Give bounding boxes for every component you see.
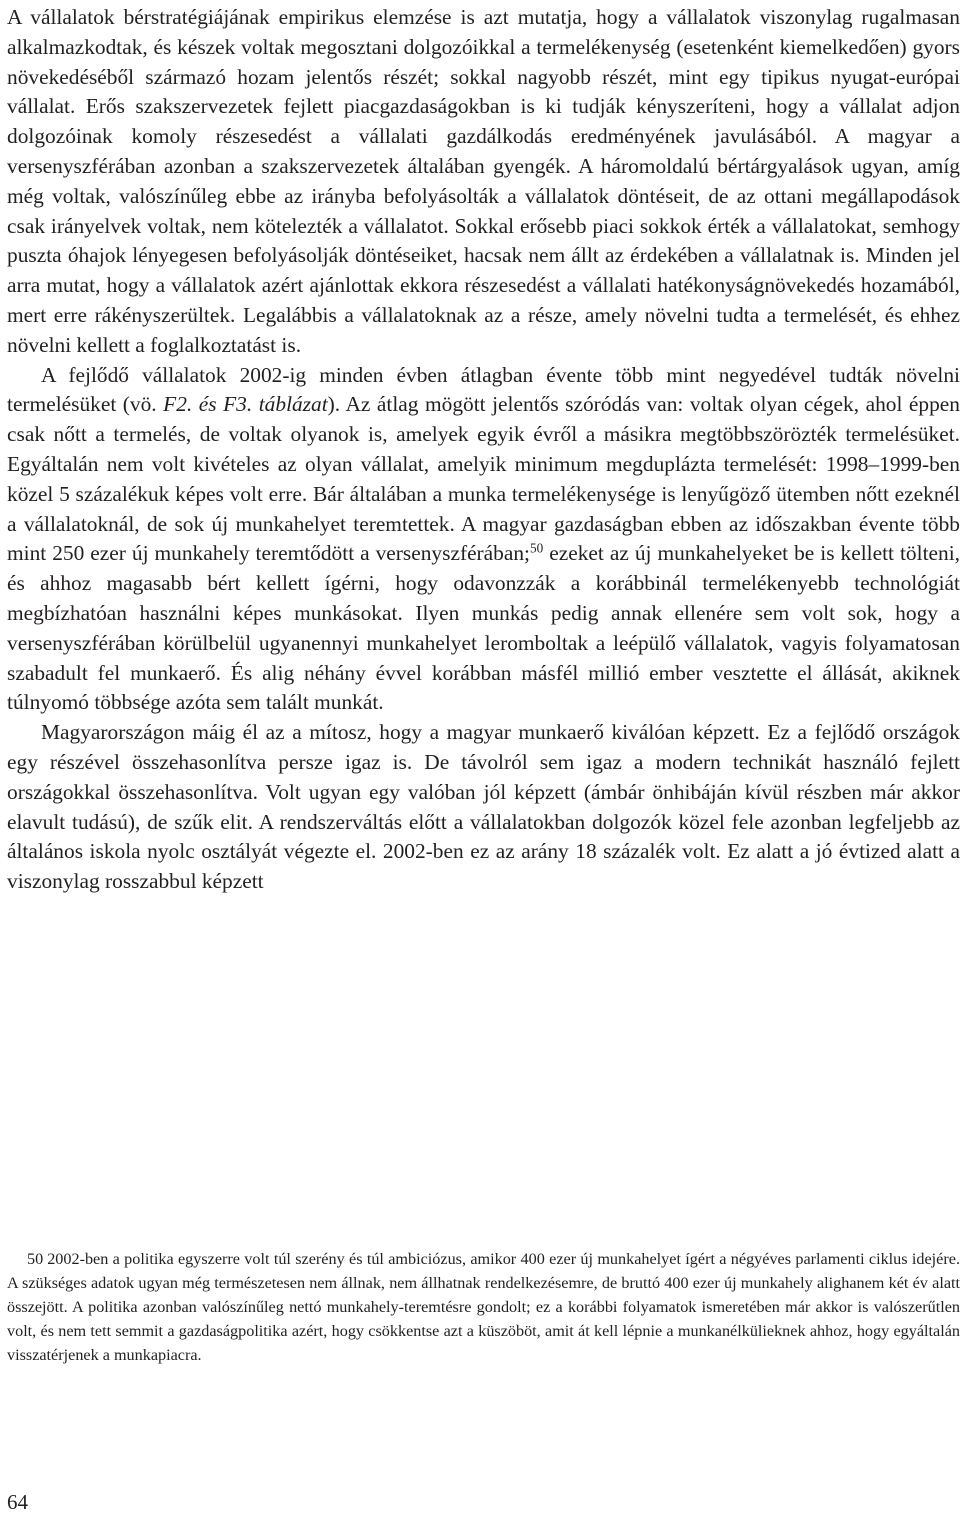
paragraph-2-text-b: ). Az átlag mögött jelentős szóródás van: voltak olyan cégek, ahol éppen csak nőtt a termelés, de voltak olyanok is, amelyek egyik évről a másikra megtöbbszörözték termelésüket. Egyáltalán nem volt kivételes az olyan vállalat, amelyik minimum megduplázta termelését: 1998–1999-ben közel 5 százalékuk képes volt erre. Bár általában a munka termelékenysége is lenyűgöző ütemben nőtt ezeknél a vállalatoknál, de sok új munkahelyet teremtettek. A magyar gazdaságban ebben az időszakban évente több mint 250 ezer új munkahely teremtődött a versenyszférában;: [7, 392, 960, 566]
paragraph-2: [7, 361, 960, 719]
paragraph-2-text-c: ezeket az új munkahelyeket be is kellett tölteni, és ahhoz magasabb bért kellett ígérni, hogy odavonzzák a korábbinál termelékenyebb technológiát megbízhatóan használni képes munkásokat. Ilyen munkás pedig annak ellenére sem volt sok, hogy a versenyszférában körülbelül ugyanennyi munkahelyet leromboltak a leépülő vállalatok, vagyis folyamatosan szabadult fel munkaerő. És alig néhány évvel korábban másfél millió ember vesztette el állását, akiknek túlnyomó többsége azóta sem talált munkát.: [7, 541, 960, 715]
footnote-area: [7, 1247, 960, 1367]
paragraph-2-text-a: A fejlődő vállalatok 2002-ig minden évben átlagban évente több mint negyedével tudták növelni termelésüket (vö.: [7, 362, 960, 417]
footnote-marker: 50: [530, 541, 544, 557]
footnote-number: 50: [27, 1250, 44, 1268]
table-reference: F2. és F3. táblázat: [163, 392, 328, 417]
footnote-text: 2002-ben a politika egyszerre volt túl szerény és túl ambiciózus, amikor 400 ezer új munkahelyet ígért a négyéves parlamenti ciklus idejére. A szükséges adatok ugyan még természetesen nem állnak, nem állhatnak rendelkezésemre, de bruttó 400 ezer új munkahely alighanem két év alatt összejött. A politika azonban valószínűleg nettó munkahely-teremtésre gondolt; ez a korábbi folyamatok ismeretében már akkor is valószerűtlen volt, és nem tett semmit a gazdaságpolitika azért, hogy csökkentse azt a küszöböt, amit át kell lépnie a munkanélkülieknek ahhoz, hogy egyáltalán visszatérjenek a munkapiacra.: [7, 1250, 960, 1364]
page-number: 64: [7, 1490, 28, 1514]
footnote: [7, 1247, 960, 1367]
main-text: [7, 0, 960, 897]
paragraph-3: [7, 718, 960, 897]
paragraph-1-text: A vállalatok bérstratégiájának empirikus elemzése is azt mutatja, hogy a vállalatok viszonylag rugalmasan alkalmazkodtak, és készek voltak megosztani dolgozóikkal a termelékenység (esetenként kiemelkedően) gyors növekedéséből származó hozam jelentős részét; sokkal nagyobb részét, mint egy tipikus nyugat-európai vállalat. Erős szakszervezetek fejlett piacgazdaságokban is ki tudják kényszeríteni, hogy a vállalat adjon dolgozóinak komoly részesedést a vállalati gazdálkodás eredményének javulásából. A magyar a versenyszférában azonban a szakszervezetek általában gyengék. A háromoldalú bértárgyalások ugyan, amíg még voltak, valószínűleg ebbe az irányba befolyásolták a vállalatok döntéseit, de az ottani megállapodások csak irányelvek voltak, nem kötelezték a vállalatot. Sokkal erősebb piaci sokkok érték a vállalatokat, semhogy puszta óhajok lényegesen befolyásolják döntéseiket, hacsak nem állt az érdekében a vállalatnak is. Minden jel arra mutat, hogy a vállalatok azért ajánlottak ekkora részesedést a vállalati hatékonyságnövekedés hozamából, mert erre rákényszerültek. Legalábbis a vállalatoknak az a része, amely növelni tudta a termelését, és ehhez növelni kellett a foglalkoztatást is.: [7, 5, 960, 357]
page-body: [7, 0, 960, 897]
paragraph-3-text: Magyarországon máig él az a mítosz, hogy a magyar munkaerő kiválóan képzett. Ez a fejlődő országok egy részével összehasonlítva persze igaz is. De távolról sem igaz a modern technikát használó fejlett országokkal összehasonlítva. Volt ugyan egy valóban jól képzett (ámbár önhibáján kívül részben már akkor elavult tudású), de szűk elit. A rendszerváltás előtt a vállalatokban dolgozók közel fele azonban legfeljebb az általános iskola nyolc osztályát végezte el. 2002-ben ez az arány 18 százalék volt. Ez alatt a jó évtized alatt a viszonylag rosszabbul képzett: [7, 720, 960, 894]
paragraph-1: [7, 0, 960, 361]
